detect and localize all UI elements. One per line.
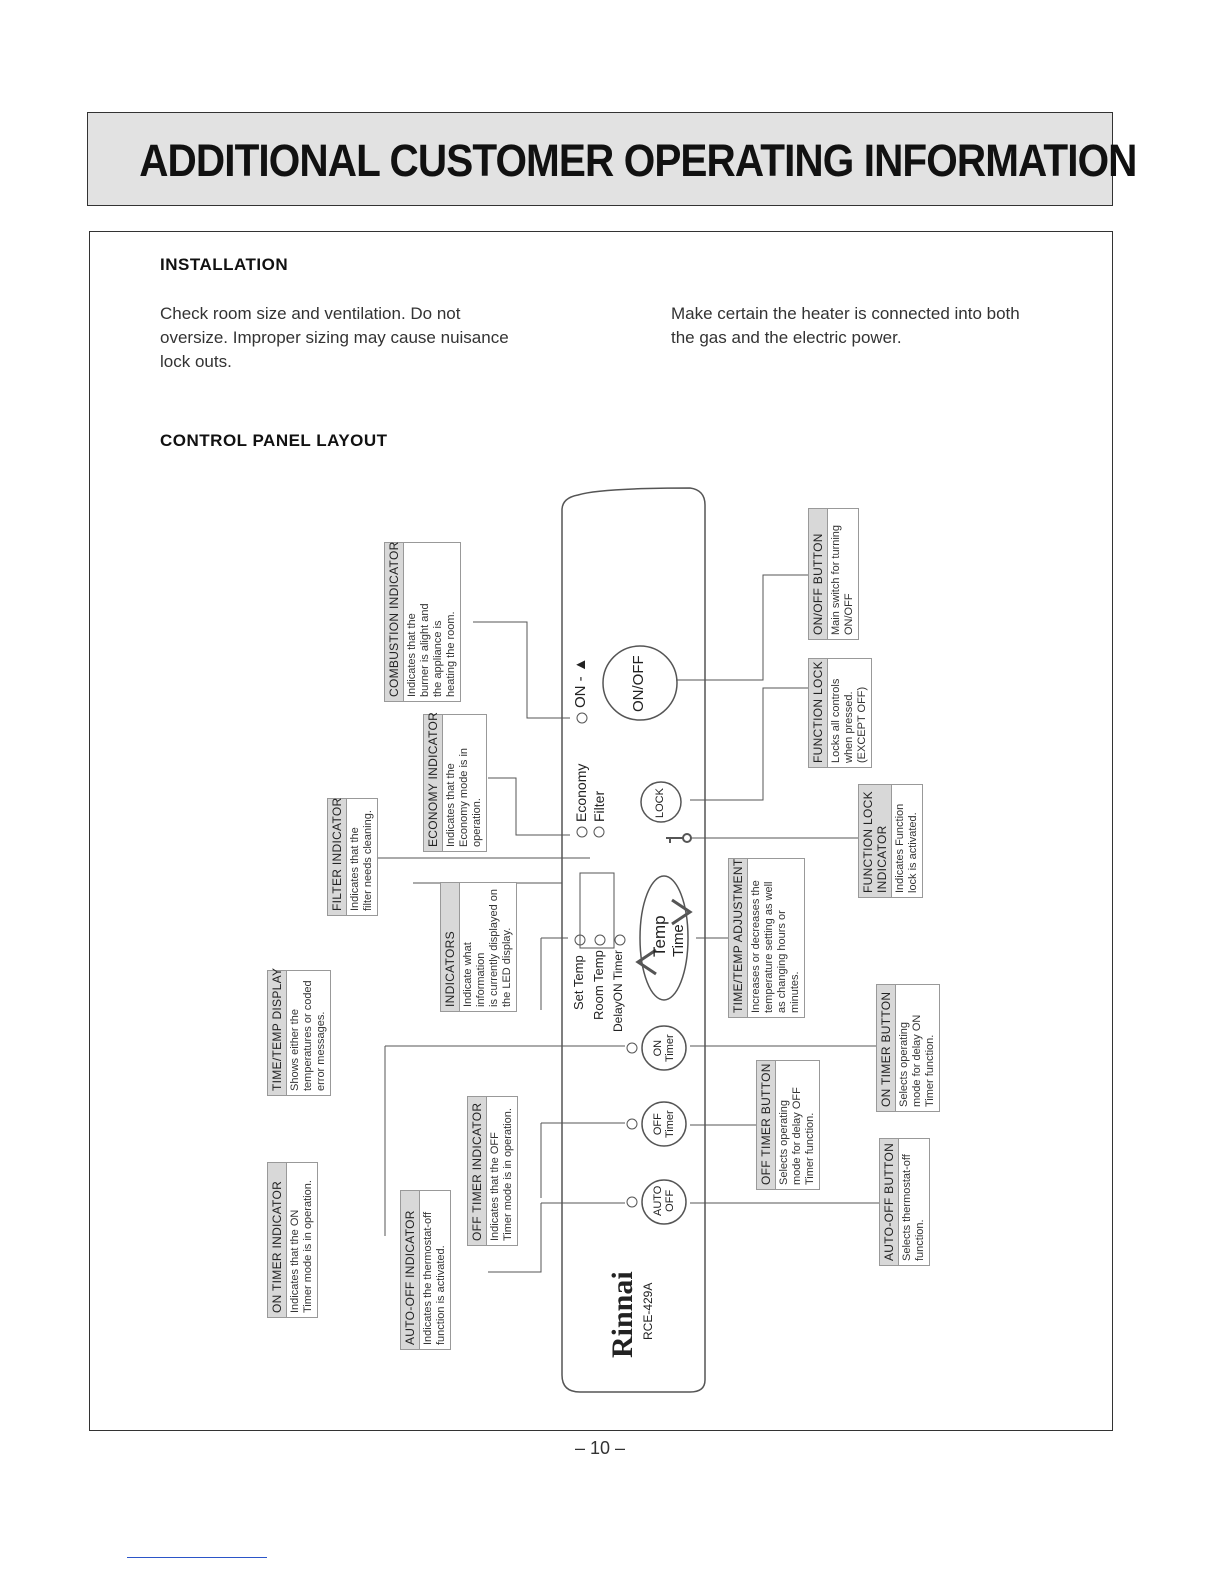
callout-body: [287, 971, 330, 1095]
callout-line: Selects thermostat-off: [901, 1154, 913, 1261]
panel-on-off-button[interactable]: ON/OFF: [630, 655, 647, 712]
callout-line: temperatures or coded: [302, 980, 314, 1091]
callout-title: INDICATORS: [441, 883, 460, 1011]
callout-body: [828, 659, 871, 767]
button-label: OFF: [652, 1113, 664, 1136]
installation-heading: INSTALLATION: [160, 255, 289, 274]
callout-line: Timer function.: [924, 1034, 936, 1107]
callout-title: TIME/TEMP DISPLAY: [268, 971, 287, 1095]
flame-icon: ▲: [572, 657, 589, 673]
callout-title: ECONOMY INDICATOR: [424, 715, 443, 851]
callout-line: Indicates that the: [406, 613, 418, 697]
callout-line: heating the room.: [445, 611, 457, 697]
on-lamp-led: [577, 713, 587, 723]
filter-led: [594, 827, 604, 837]
connector-line: [488, 778, 570, 835]
callout-body: [420, 1191, 450, 1349]
key-icon: [666, 834, 691, 843]
panel-delay-label: DelayON Timer: [611, 949, 625, 1032]
panel-off-timer-button[interactable]: [652, 1110, 676, 1138]
callout-title: ON/OFF BUTTON: [809, 509, 828, 639]
callout-line: Indicates that the: [445, 763, 457, 847]
panel-on-timer-button[interactable]: [652, 1034, 676, 1062]
callout-line: as changing hours or: [776, 910, 788, 1013]
economy-led: [577, 827, 587, 837]
brand-logo: Rinnai: [606, 1271, 639, 1358]
callout-economy-indicator: [423, 711, 487, 852]
connector-line: [473, 622, 570, 718]
led-display: [580, 873, 614, 948]
callout-line: Economy mode is in: [458, 747, 470, 847]
callout-line: Main switch for turning: [830, 524, 842, 635]
callout-body: [287, 1163, 317, 1317]
callout-line: Indicates that the OFF: [489, 1132, 501, 1241]
callout-body: [404, 543, 460, 701]
callout-line: ON/OFF: [843, 593, 855, 635]
button-label: OFF: [664, 1189, 676, 1212]
callout-auto-off-button: [879, 1138, 930, 1266]
panel-on-lamp-label: [572, 657, 589, 708]
footer-rule: [127, 1557, 267, 1558]
panel-economy-label: Economy: [573, 763, 589, 822]
callout-title: ON TIMER INDICATOR: [268, 1163, 287, 1317]
callout-title: OFF TIMER BUTTON: [757, 1061, 776, 1189]
callout-line: error messages.: [315, 1011, 327, 1091]
callout-body: [487, 1097, 517, 1245]
callout-line: the appliance is: [432, 620, 444, 697]
callout-on-timer-button: [876, 984, 940, 1112]
panel-lock-button[interactable]: LOCK: [654, 788, 666, 818]
callout-line: Indicates that the: [349, 827, 361, 911]
callout-title: COMBUSTION INDICATOR: [385, 543, 404, 701]
callout-line: (EXCEPT OFF): [856, 686, 868, 763]
model-number: RCE-429A: [641, 1282, 655, 1340]
callout-line: Timer mode is in operation.: [302, 1180, 314, 1313]
callout-line: Indicates that the ON: [289, 1209, 301, 1313]
callout-off-timer-button: [756, 1060, 820, 1190]
callout-body: [892, 785, 922, 897]
callout-line: Selects operating: [898, 1022, 910, 1107]
callout-line: when pressed.: [843, 691, 855, 763]
button-label: AUTO: [652, 1185, 664, 1216]
callout-time-temp-display: [267, 967, 331, 1096]
callout-function-lock: [808, 658, 872, 768]
callout-line: temperature setting as well: [763, 881, 775, 1013]
callout-line: mode for delay OFF: [791, 1087, 803, 1185]
callout-line: the LED display.: [501, 927, 513, 1007]
callout-line: operation.: [471, 798, 483, 847]
callout-title: TIME/TEMP ADJUSTMENT: [729, 859, 748, 1017]
callout-line: Shows either the: [289, 1009, 301, 1091]
callout-on-off-button: [808, 508, 859, 640]
text-line: Check room size and ventilation. Do not: [160, 304, 461, 323]
callout-body: [748, 859, 804, 1017]
callout-body: [443, 715, 486, 851]
button-label: Timer: [664, 1110, 676, 1138]
panel-room-temp-label: Room Temp: [591, 950, 606, 1020]
delay-on-timer-led: [615, 935, 625, 945]
callout-title: FUNCTION LOCK INDICATOR: [859, 785, 892, 897]
panel-temp-label[interactable]: Temp: [650, 915, 669, 957]
callout-time-temp-adjustment: [728, 858, 805, 1018]
on-label: ON -: [572, 676, 589, 708]
callout-body: [460, 883, 516, 1011]
callout-line: Increases or decreases the: [750, 880, 762, 1013]
callout-line: Indicates Function: [894, 803, 906, 893]
callout-body: [776, 1061, 819, 1189]
off-timer-led: [627, 1119, 637, 1129]
callout-body: [828, 509, 858, 639]
callout-filter-indicator: [327, 798, 378, 916]
room-temp-led: [595, 935, 605, 945]
text-line: the gas and the electric power.: [671, 328, 902, 347]
callout-line: Indicate what information: [462, 942, 487, 1007]
callout-title: ON TIMER BUTTON: [877, 985, 896, 1111]
callout-line: burner is alight and: [419, 603, 431, 697]
callout-title: FILTER INDICATOR: [328, 799, 347, 915]
callout-function-lock-indicator: [858, 784, 923, 898]
text-line: Make certain the heater is connected into both: [671, 304, 1020, 323]
panel-filter-label: Filter: [591, 790, 607, 822]
button-label: ON: [652, 1039, 664, 1057]
panel-auto-off-button[interactable]: [652, 1186, 676, 1216]
connector-line: [676, 575, 808, 680]
callout-body: [899, 1139, 929, 1265]
callout-off-timer-indicator: [467, 1096, 518, 1246]
callout-title: FUNCTION LOCK: [809, 659, 828, 767]
page-number: – 10 –: [574, 1438, 626, 1458]
callout-body: [896, 985, 939, 1111]
callout-indicators: [440, 882, 517, 1012]
callout-line: function is activated.: [435, 1245, 447, 1345]
auto-off-led: [627, 1197, 637, 1207]
button-label: Timer: [664, 1034, 676, 1062]
on-timer-led: [627, 1043, 637, 1053]
callout-line: filter needs cleaning.: [362, 810, 374, 911]
connector-line: [690, 688, 808, 800]
callout-line: Locks all controls: [830, 678, 842, 763]
text-line: lock outs.: [160, 352, 232, 371]
callout-on-timer-indicator: [267, 1162, 318, 1318]
callout-line: mode for delay ON: [911, 1014, 923, 1107]
callout-combustion-indicator: [384, 542, 461, 702]
panel-set-temp-label: Set Temp: [571, 955, 586, 1010]
callout-title: OFF TIMER INDICATOR: [468, 1097, 487, 1245]
callout-auto-off-indicator: [400, 1190, 451, 1350]
callout-line: lock is activated.: [907, 812, 919, 893]
callout-line: Timer function.: [804, 1112, 816, 1185]
callout-line: Selects operating: [778, 1100, 790, 1185]
callout-body: [347, 799, 377, 915]
page-title: ADDITIONAL CUSTOMER OPERATING INFORMATION: [139, 135, 1137, 186]
callout-title: AUTO-OFF INDICATOR: [401, 1191, 420, 1349]
control-panel-heading: CONTROL PANEL LAYOUT: [160, 431, 388, 450]
callout-line: minutes.: [789, 971, 801, 1013]
callout-line: Timer mode is in operation.: [502, 1108, 514, 1241]
panel-time-label[interactable]: Time: [670, 924, 687, 957]
text-line: oversize. Improper sizing may cause nuisance: [160, 328, 509, 347]
callout-line: is currently displayed on: [488, 888, 500, 1007]
callout-title: AUTO-OFF BUTTON: [880, 1139, 899, 1265]
callout-line: Indicates the thermostat-off: [422, 1211, 434, 1345]
callout-line: function.: [914, 1219, 926, 1261]
